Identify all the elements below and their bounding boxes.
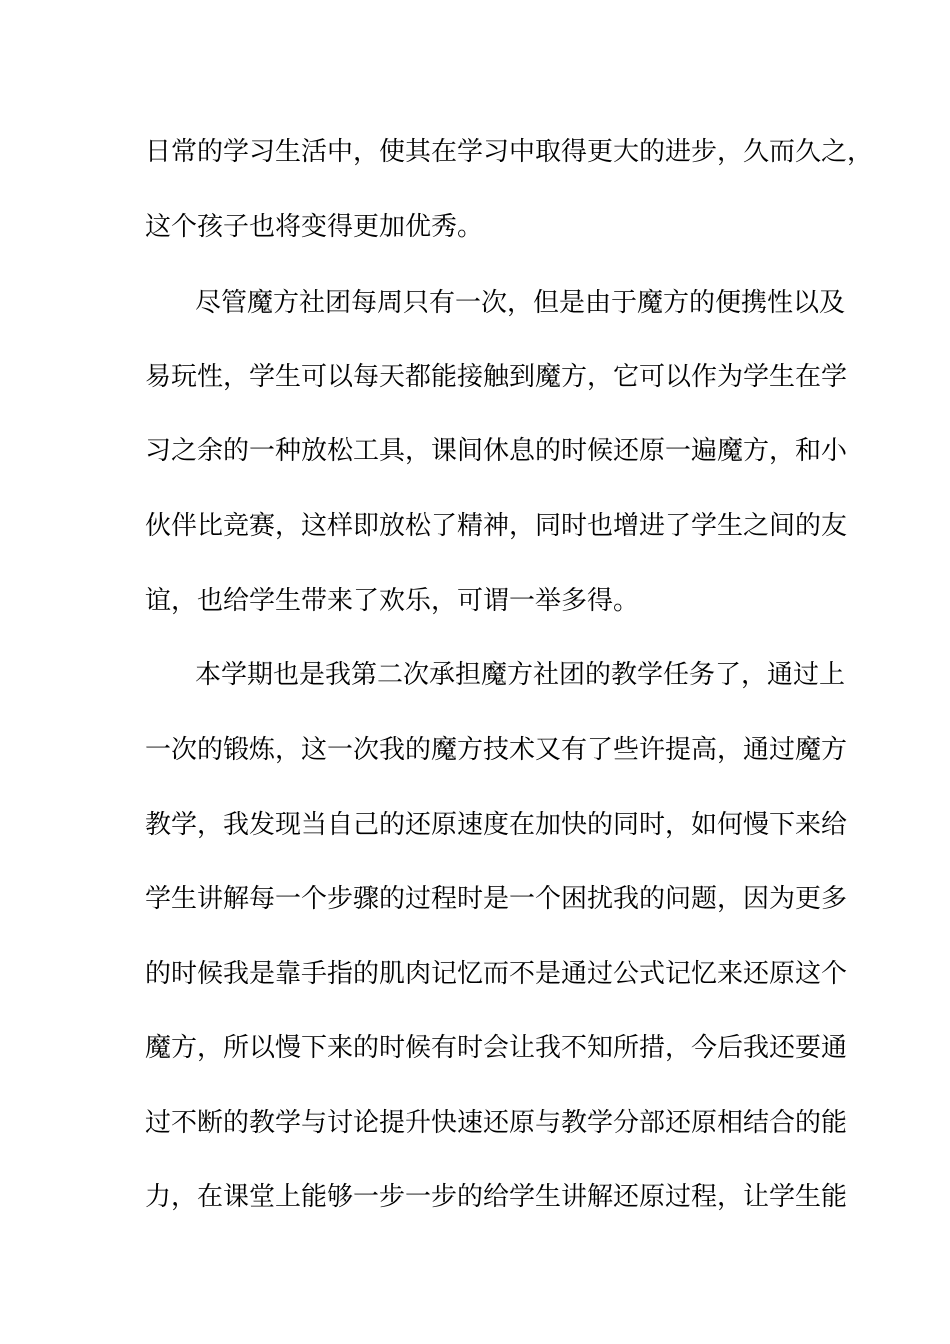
text-line: 习之余的一种放松工具，课间休息的时候还原一遍魔方，和小 bbox=[145, 436, 848, 466]
text-line: 这个孩子也将变得更加优秀。 bbox=[145, 212, 484, 242]
text-line: 易玩性，学生可以每天都能接触到魔方，它可以作为学生在学 bbox=[145, 362, 848, 392]
paragraph-first-line: 本学期也是我第二次承担魔方社团的教学任务了，通过上 bbox=[195, 660, 846, 690]
paragraph-first-line: 尽管魔方社团每周只有一次，但是由于魔方的便携性以及 bbox=[195, 288, 846, 318]
text-line: 过不断的教学与讨论提升快速还原与教学分部还原相结合的能 bbox=[145, 1108, 848, 1138]
text-line: 日常的学习生活中，使其在学习中取得更大的进步，久而久之， bbox=[145, 137, 874, 167]
text-line: 力，在课堂上能够一步一步的给学生讲解还原过程，让学生能 bbox=[145, 1182, 848, 1212]
text-line: 谊，也给学生带来了欢乐，可谓一举多得。 bbox=[145, 586, 640, 616]
text-line: 的时候我是靠手指的肌肉记忆而不是通过公式记忆来还原这个 bbox=[145, 959, 848, 989]
text-line: 一次的锻炼，这一次我的魔方技术又有了些许提高，通过魔方 bbox=[145, 735, 848, 765]
text-line: 教学，我发现当自己的还原速度在加快的同时，如何慢下来给 bbox=[145, 810, 848, 840]
text-line: 伙伴比竞赛，这样即放松了精神，同时也增进了学生之间的友 bbox=[145, 511, 848, 541]
text-line: 学生讲解每一个步骤的过程时是一个困扰我的问题，因为更多 bbox=[145, 884, 848, 914]
text-line: 魔方，所以慢下来的时候有时会让我不知所措，今后我还要通 bbox=[145, 1033, 848, 1063]
